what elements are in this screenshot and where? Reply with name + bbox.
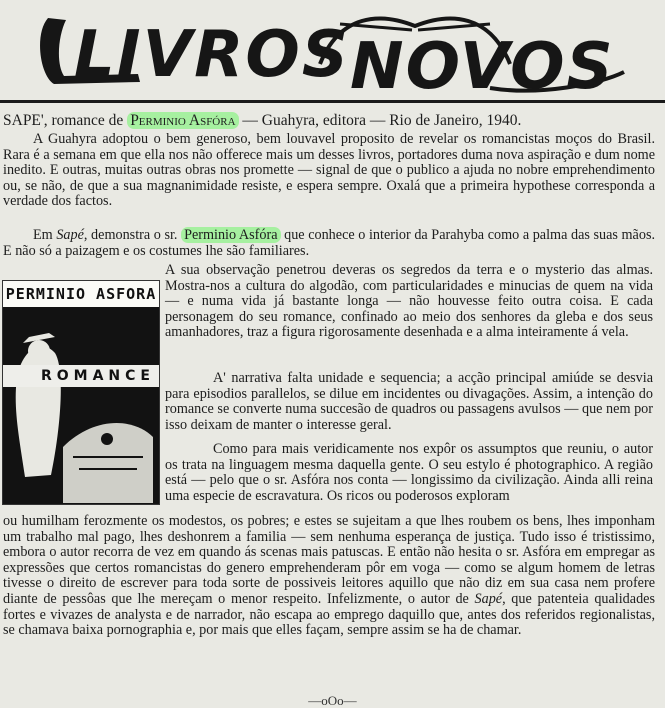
masthead-lettering bbox=[20, 4, 630, 100]
cover-genre: ROMANCE bbox=[3, 365, 159, 387]
paragraph-3-text: A' narrativa falta unidade e sequencia; a acção principal amiúde se desvia para episodios parallelos, se dilue em incidentes ou divagações. Assim, a intenção do romance se converte numa succesão de quadros ou passagens avulsos — que nem por isso deixam de manter o interesse geral. bbox=[165, 370, 653, 433]
paragraph-2 bbox=[3, 228, 655, 259]
author-highlight-2: Perminio Asfóra bbox=[181, 227, 280, 243]
paragraph-4-continued-a: ou humilham ferozmente os modestos, os pobres; e estes se sujeitam a que lhes roubem os bens, lhes imponham um trabalho mal pago, lhes deshonrem a familia — sem nenhuma esperança de justiça. Tudo isso é tristissimo, embora o autor recorra de vez em quando ás scenas mais patuscas. E então não hesita o sr. Asfóra em empregar as expressões que certos romancistas do genero emprehenderam pôr em voga — como se algum homem de letras tivesse o direito de escrever para toda sorte de possiveis leitores aquillo que não diz em sua casa nem profere diante de pessôas que lhe mereçam o menor respeito. Infelizmente, o autor de bbox=[3, 513, 655, 607]
review-title-post: — Guahyra, editora — Rio de Janeiro, 1940. bbox=[238, 112, 522, 129]
paragraph-4-text: Como para mais veridicamente nos expôr os assumptos que reuniu, o autor os trata na linguagem mesma daquella gente. O seu estylo é photographico. A região está — pelo que o sr. Asfóra nos conta — longissimo da civilização. Ainda alli reina uma especie de escravatura. Os ricos ou poderosos exploram bbox=[165, 441, 653, 504]
paragraph-2-mid: , demonstra o sr. bbox=[83, 227, 182, 243]
review-title-pre: SAPE', romance de bbox=[3, 112, 128, 129]
masthead-rule bbox=[0, 100, 665, 103]
paragraph-2-continued-text: A sua observação penetrou deveras os segredos da terra e o mysterio das almas. Mostra-nos a cultura do algodão, com particularidades e minucias de quem na vida — e numa vida já bastante longa — não houvesse feito outra coisa. E cada personagem do seu romance, confinado ao meio dos senhores da gleba e dos seus amanhadores, traz a figura rigorosamente desenhada e a alma inteiramente á vela. bbox=[165, 262, 653, 341]
book-title-sape-2: Sapé bbox=[474, 590, 503, 607]
paragraph-2-pre: Em bbox=[33, 227, 57, 243]
masthead-title-right: NOVOS bbox=[350, 30, 615, 100]
paragraph-2-post: que conhece o interior da Parahyba como a palma das suas mãos. E não só a paizagem e os costumes lhe são familiares. bbox=[3, 227, 656, 259]
review-title-line bbox=[3, 110, 661, 132]
cover-figure-drawing bbox=[3, 307, 159, 504]
masthead bbox=[20, 4, 630, 100]
paragraph-4-continued-b: , que patenteia qualidades fortes e vivazes de analysta e de narrador, não escapa ao emprego daquillo que, antes dos referidos regionalistas, se chamava baixa pornographia e, por mais que elles façam, sempre assim se ha de chamar. bbox=[3, 590, 655, 639]
review-author-highlight: Perminio Asfóra bbox=[127, 112, 238, 129]
cover-author: PERMINIO ASFORA bbox=[5, 285, 157, 303]
paragraph-1 bbox=[3, 132, 655, 210]
masthead-title-left: LIVROS bbox=[74, 18, 350, 92]
paragraph-4 bbox=[165, 442, 653, 504]
paragraph-4-continued bbox=[3, 514, 655, 639]
cover-illustration bbox=[3, 307, 159, 504]
end-ornament: —oOo— bbox=[308, 693, 357, 708]
paragraph-1-text: A Guahyra adoptou o bem generoso, bem louvavel proposito de revelar os romancistas moços do Brasil. Rara é a semana em que ella nos não offerece mais um desses livros, portadores duma nova aspiração e dum nome inedito. E outras, muitas outras obras nos promette — signal de que o publico a ajuda no nobre emprehendimento ou, se não, de que a sua magnanimidade resiste, e espera sempre. Oxalá que a primeira hypothese corresponda a verdade dos factos. bbox=[3, 131, 655, 210]
paragraph-3 bbox=[165, 371, 653, 433]
book-title-sape: Sapé bbox=[56, 227, 84, 243]
paragraph-2-continued bbox=[165, 263, 653, 341]
book-cover-image bbox=[2, 280, 160, 505]
